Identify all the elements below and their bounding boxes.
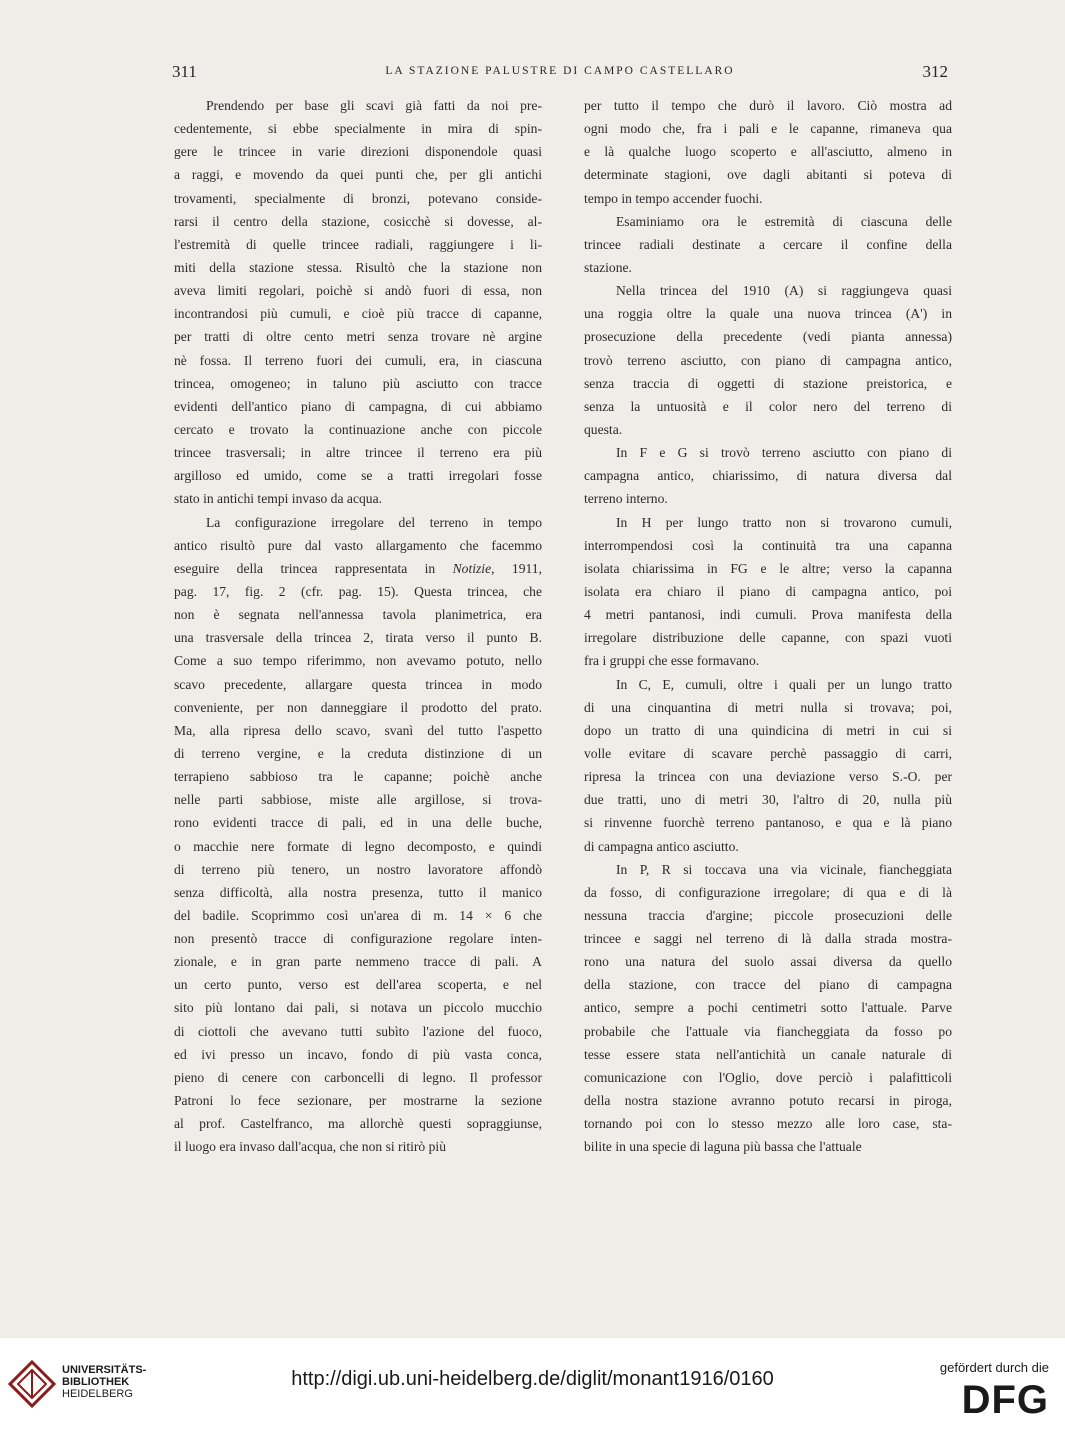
text-line: prosecuzione della precedente (vedi pianta annessa) [584, 329, 952, 345]
text-line: probabile che l'attuale via fiancheggiata da fosso po [584, 1023, 952, 1039]
text-line: e là qualche luogo scoperto e all'asciutto, almeno in [584, 144, 952, 160]
text-line: interrompendosi così la continuità tra una capanna [584, 537, 952, 553]
page-number-right: 312 [922, 62, 948, 81]
text-line: tornando poi con lo stesso mezzo alle loro case, sta- [584, 1116, 952, 1132]
text-line: rarsi il centro della stazione, cosicchè si dovesse, al- [174, 213, 542, 229]
text-line: non presentò tracce di configurazione regolare inten- [174, 931, 542, 947]
text-line: In C, E, cumuli, oltre i quali per un lungo tratto [616, 676, 952, 692]
text-line: bilite in una specie di laguna più bassa che l'attuale [584, 1139, 862, 1155]
library-line-3: HEIDELBERG [62, 1388, 133, 1400]
text-line: il luogo era invaso dall'acqua, che non si ritirò più [174, 1139, 446, 1155]
text-line: Come a suo tempo riferimmo, non avevamo potuto, nello [174, 653, 542, 669]
text-line: irregolare distribuzione delle capanne, con spazi vuoti [584, 630, 952, 646]
text-line: per tutto il tempo che durò il lavoro. Ciò mostra ad [584, 98, 952, 113]
text-line: sito più lontano dai pali, si notava un piccolo mucchio [174, 1000, 542, 1016]
right-text-column [584, 94, 952, 1158]
library-line-1: UNIVERSITÄTS- [62, 1364, 147, 1376]
text-line: dopo un tratto di una quindicina di metri in cui si [584, 722, 952, 738]
text-line: da fosso, di configurazione irregolare; di qua e di là [584, 884, 952, 900]
library-name [62, 1364, 146, 1400]
dfg-logo: DFG [961, 1378, 1049, 1422]
text-line: senza la untuosità e il color nero del terreno di [584, 398, 952, 414]
text-line: miti della stazione stessa. Risultò che la stazione non [174, 259, 542, 275]
text-line: volle evitare di scavare perchè passaggio di carri, [584, 745, 952, 761]
text-line: Esaminiamo ora le estremità di ciascuna delle [616, 213, 952, 229]
text-line: due tratti, uno di metri 30, l'altro di 20, nulla più [584, 792, 952, 808]
text-line: si rinvenne fuorchè terreno pantanoso, e qua e là piano [584, 815, 952, 831]
text-line: per tratti di oltre cento metri senza trovare nè argine [174, 329, 542, 345]
text-line: al prof. Castelfranco, ma allorchè questi sopraggiunse, [174, 1116, 542, 1132]
text-line: una trasversale della trincea 2, tirata verso il punto B. [174, 630, 542, 646]
text-line: una roggia oltre la quale una nuova trincea (A') in [584, 306, 952, 322]
text-line: tesse essere stata nell'antichità un canale naturale di [584, 1046, 952, 1062]
text-line: della nostra stazione avranno potuto recarsi in piroga, [584, 1093, 952, 1109]
text-line: antico risultò pure dal vasto allargamento che facemmo [174, 537, 542, 553]
text-line: stazione. [584, 259, 632, 275]
text-line: isolata chiarissima in FG e le altre; verso la capanna [584, 560, 952, 576]
text-line: La configurazione irregolare del terreno in tempo [206, 514, 542, 530]
text-line: nessuna traccia d'argine; piccole prosecuzioni delle [584, 907, 952, 923]
text-line: nè fossa. Il terreno fuori dei cumuli, era, in ciascuna [174, 352, 542, 368]
library-line-2: BIBLIOTHEK [62, 1376, 130, 1388]
funding-caption: gefördert durch die [939, 1360, 1049, 1375]
text-line: di ciottoli che avevano tutti subìto l'azione del fuoco, [174, 1023, 542, 1039]
text-line: incontrandosi più cumuli, e cioè più tracce di capanne, [174, 306, 542, 322]
text-line: campagna antico, chiarissimo, di natura diversa dal [584, 468, 952, 484]
text-line: ripresa la trincea con una deviazione verso S.-O. per [584, 769, 952, 785]
text-line: di terreno vergine, e la creduta distinzione di un [174, 745, 542, 761]
text-line: nelle parti sabbiose, miste alle argillose, si trova- [174, 792, 542, 808]
page-header [172, 62, 948, 86]
text-line: della stazione, con tracce del piano di campagna [584, 977, 952, 993]
text-line: trincea, omogeneo; in taluno più asciutto con tracce [174, 375, 542, 391]
university-library-logo-icon [8, 1360, 56, 1408]
text-line: terrapieno sabbioso tra le capanne; poichè anche [174, 769, 542, 785]
text-line: ogni modo che, fra i pali e le capanne, rimaneva qua [584, 121, 952, 137]
text-line: zionale, e in gran parte nemmeno tracce di pali. A [174, 954, 542, 970]
text-line: o macchie nere formate di legno decomposto, e quindi [174, 838, 542, 854]
text-line: aveva limiti regolari, poichè si andò fuori di essa, non [174, 283, 542, 299]
text-line: senza traccia di oggetti di stazione preistorica, e [584, 375, 952, 391]
text-line: gere le trincee in varie direzioni disponendole quasi [174, 144, 542, 160]
text-line: determinate stagioni, ove dagli abitanti si poteva di [584, 167, 952, 183]
page-number-left: 311 [172, 62, 197, 81]
text-line: antico, sempre a pochi centimetri sotto l'attuale. Parve [584, 1000, 952, 1016]
text-line: trovò terreno asciutto, con piano di campagna antico, [584, 352, 952, 368]
text-line: pieno di cenere con carboncelli di legno. Il professor [174, 1069, 542, 1085]
text-line: un certo punto, verso est dell'area scoperta, e nel [174, 977, 542, 993]
text-line: conveniente, per non danneggiare il prodotto del prato. [174, 699, 542, 715]
text-line: a raggi, e movendo da quei punti che, per gli antichi [174, 167, 542, 183]
text-line: rono evidenti tracce di pali, ed in una delle buche, [174, 815, 542, 831]
text-line: trovamenti, specialmente di bronzi, potevano conside- [174, 190, 542, 206]
text-line: questa. [584, 421, 623, 437]
text-line: comunicazione con l'Oglio, dove perciò i palafitticoli [584, 1069, 952, 1085]
text-line: Patroni lo fece sezionare, per mostrarne la sezione [174, 1093, 542, 1109]
text-line: pag. 17, fig. 2 (cfr. pag. 15). Questa trincea, che [174, 583, 542, 599]
text-line: Ma, alla ripresa dello scavo, svanì del tutto l'aspetto [174, 722, 542, 738]
text-line: Nella trincea del 1910 (A) si raggiungeva quasi [616, 283, 952, 299]
left-text-column [174, 94, 542, 1158]
text-line: l'estremità di quelle trincee radiali, raggiungere i li- [174, 236, 542, 252]
text-line: terreno interno. [584, 491, 668, 507]
text-line: trincee trasversali; in altre trincee il terreno era più [174, 445, 542, 461]
digitization-footer [0, 1338, 1065, 1430]
text-line: In H per lungo tratto non si trovarono cumuli, [616, 514, 952, 530]
text-line: Prendendo per base gli scavi già fatti da noi pre- [206, 98, 542, 113]
source-url-link[interactable]: http://digi.ub.uni-heidelberg.de/diglit/monant1916/0160 [291, 1368, 774, 1390]
text-line: senza difficoltà, alla nostra presenza, tutto il manico [174, 884, 542, 900]
text-line: non è segnata nell'annessa tavola planimetrica, era [174, 607, 542, 623]
text-line: cercato e trovato la continuazione anche con piccole [174, 421, 542, 437]
text-line: ed ivi presso un incavo, fondo di più vasta conca, [174, 1046, 542, 1062]
text-line: 4 metri pantanosi, indi cumuli. Prova manifesta della [584, 607, 952, 623]
text-line: scavo precedente, allargare questa trincea in modo [174, 676, 542, 692]
text-line: In F e G si trovò terreno asciutto con piano di [616, 445, 952, 461]
text-line: rono una natura del suolo assai diversa da quello [584, 954, 952, 970]
text-line: di una cinquantina di metri nulla si trovava; poi, [584, 699, 952, 715]
text-line: eseguire della trincea rappresentata in Notizie, 1911, [174, 560, 542, 576]
text-line: di campagna antico asciutto. [584, 838, 739, 854]
text-line: di terreno più tenero, un nostro lavoratore affondò [174, 861, 542, 877]
text-line: trincee radiali destinate a cercare il confine della [584, 236, 952, 252]
running-title: LA STAZIONE PALUSTRE DI CAMPO CASTELLARO [385, 65, 735, 77]
text-line: cedentemente, si ebbe specialmente in mira di spin- [174, 121, 542, 137]
text-line: argilloso ed umido, come se a tratti irregolari fosse [174, 468, 542, 484]
text-line: trincee e saggi nel terreno di là dalla strada mostra- [584, 931, 952, 947]
text-line: fra i gruppi che esse formavano. [584, 653, 760, 669]
text-line: tempo in tempo accender fuochi. [584, 190, 763, 206]
text-line: isolata era chiaro il piano di campagna antico, poi [584, 583, 952, 599]
text-line: evidenti dell'antico piano di campagna, di cui abbiamo [174, 398, 542, 414]
text-line: stato in antichi tempi invaso da acqua. [174, 491, 383, 507]
text-line: del badile. Scoprimmo così un'area di m. 14 × 6 che [174, 907, 542, 923]
text-line: In P, R si toccava una via vicinale, fiancheggiata [616, 861, 952, 877]
